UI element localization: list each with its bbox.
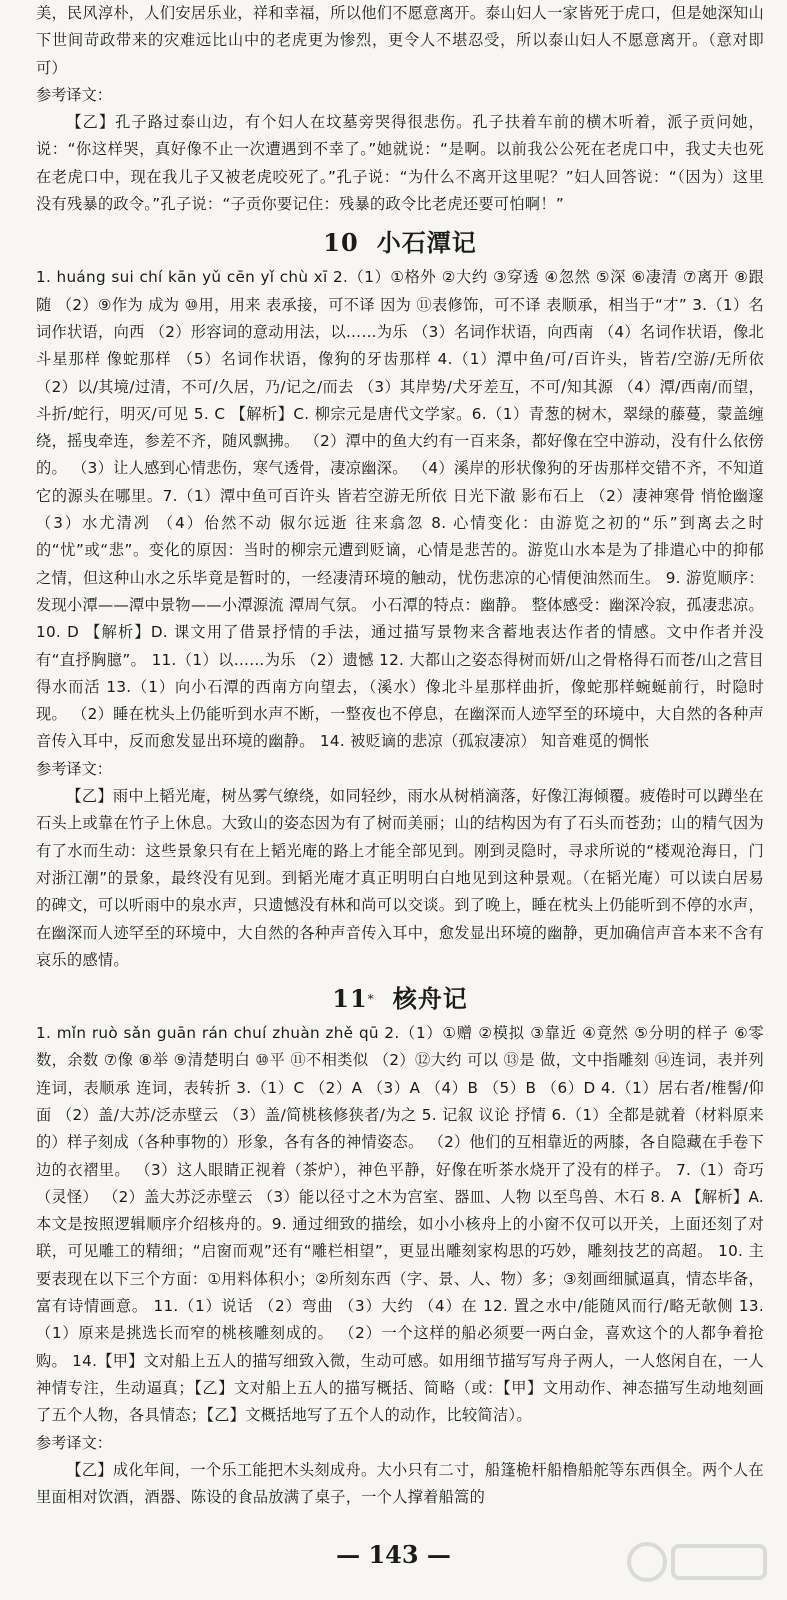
section-title [36, 980, 764, 1018]
translation-label: 参考译文： [36, 759, 112, 778]
page-content [36, 0, 764, 1540]
section-number: 11* [332, 984, 375, 1014]
watermark-logo [625, 1532, 775, 1592]
translation-label: 参考译文： [36, 1433, 112, 1452]
section-title [36, 224, 764, 262]
intro-paragraph: 美，民风淳朴，人们安居乐业，祥和幸福，所以他们不愿意离开。泰山妇人一家皆死于虎口，但是她深知山下世间苛政带来的灾难远比山中的老虎更为惨烈，更令人不堪忍受，所以泰山妇人不愿意离开。（意对即可） [36, 4, 764, 77]
section-name: 小石潭记 [376, 228, 477, 258]
section-name: 核舟记 [392, 984, 468, 1014]
optional-mark: * [367, 992, 375, 1007]
translation-paragraph: 【乙】成化年间，一个乐工能把木头刻成舟。大小只有二寸，船篷桅杆船橹船舵等东西俱全。两个人在里面相对饮酒，酒器、陈设的食品放满了桌子，一个人撑着船篙的 [36, 1460, 764, 1507]
section-number: 10 [323, 228, 359, 258]
translation-label: 参考译文： [36, 85, 112, 104]
answers-paragraph: 1. huáng sui chí kān yǔ cēn yǐ chù xī 2.（1）①格外 ②大约 ③穿透 ④忽然 ⑤深 ⑥凄清 ⑦离开 ⑧跟随 （2）⑨作为 成为 ⑩用，用来 表承接，可不译 因为 ⑪表修饰，可不译 表顺承，相当于“才” 3.（1）名词作状语，向西 （2）形容词的意动用法，以……为乐 （3）名词作状语，向西南 （4）名词作状语，像北斗星那样 像蛇那样 （5）名词作状语，像狗的牙齿那样 4.（1）潭中鱼/可/百许头，皆若/空游/无所依 （2）以/其境/过清，不可/久居，乃/记之/而去 （3）其岸势/犬牙差互，不可/知其源 （4）潭/西南/而望，斗折/蛇行，明灭/可见 5. C 【解析】C. 柳宗元是唐代文学家。6.（1）青葱的树木，翠绿的藤蔓，蒙盖缠绕，摇曳牵连，参差不齐，随风飘拂。 （2）潭中的鱼大约有一百来条，都好像在空中游动，没有什么依傍的。 （3）让人感到心情悲伤，寒气透骨，凄凉幽深。 （4）溪岸的形状像狗的牙齿那样交错不齐，不知道它的源头在哪里。7.（1）潭中鱼可百许头 皆若空游无所依 日光下澈 影布石上 （2）凄神寒骨 悄怆幽邃 （3）水尤清冽 （4）佁然不动 俶尔远逝 往来翕忽 8. 心情变化：由游览之初的“乐”到离去之时的“忧”或“悲”。变化的原因：当时的柳宗元遭到贬谪，心情是悲苦的。游览山水本是为了排遣心中的抑郁之情，但这种山水之乐毕竟是暂时的，一经凄清环境的触动，忧伤悲凉的心情便油然而生。 9. 游览顺序：发现小潭——潭中景物——小潭源流 潭周气氛。 小石潭的特点：幽静。 整体感受：幽深冷寂，孤凄悲凉。 10. D 【解析】D. 课文用了借景抒情的手法，通过描写景物来含蓄地表达作者的情感。文中作者并没有“直抒胸臆”。 11.（1）以……为乐 （2）遗憾 12. 大都山之姿态得树而妍/山之骨格得石而苍/山之营目得水而活 13.（1）向小石潭的西南方向望去，（溪水）像北斗星那样曲折，像蛇那样蜿蜒前行，时隐时现。 （2）睡在枕头上仍能听到水声不断，一整夜也不停息，在幽深而人迹罕至的环境中，大自然的各种声音传入耳中，反而愈发显出环境的幽静。 14. 被贬谪的悲凉（孤寂凄凉） 知音难觅的惆怅 [36, 268, 764, 751]
page-number: — 143 — [336, 1540, 451, 1569]
translation-paragraph: 【乙】雨中上韬光庵，树丛雾气缭绕，如同轻纱，雨水从树梢滴落，好像江海倾覆。疲倦时可以蹲坐在石头上或靠在竹子上休息。大致山的姿态因为有了树而美丽；山的结构因为有了石头而苍劲；山的精气因为有了水而生动：这些景象只有在上韬光庵的路上才能全部见到。刚到灵隐时，寻求所说的“楼观沧海日，门对浙江潮”的景象，最终没有见到。到韬光庵才真正明明白白地见到这种景观。（在韬光庵）可以读白居易的碑文，可以听雨中的泉水声，只遗憾没有林和尚可以交谈。到了晚上，睡在枕头上仍能听到不停的水声，在幽深而人迹罕至的环境中，大自然的各种声音传入耳中，愈发显出环境的幽静，更加确信声音本来不含有哀乐的感情。 [36, 787, 764, 969]
answers-paragraph: 1. mǐn ruò sǎn guān rán chuí zhuàn zhě qū 2.（1）①赠 ②模拟 ③靠近 ④竟然 ⑤分明的样子 ⑥零数，余数 ⑦像 ⑧举 ⑨清楚明白 ⑩平 ⑪不相类似 （2）⑫大约 可以 ⑬是 做，文中指雕刻 ⑭连词，表并列 连词，表顺承 连词，表转折 3.（1）C （2）A （3）A （4）B （5）B （6）D 4.（1）居右者/椎髻/仰面 （2）盖/大苏/泛赤壁云 （3）盖/简桃核修狭者/为之 5. 记叙 议论 抒情 6.（1）全都是就着（材料原来的）样子刻成（各种事物的）形象，各有各的神情姿态。 （2）他们的互相靠近的两膝，各自隐藏在手卷下边的衣褶里。 （3）这人眼睛正视着（茶炉），神色平静，好像在听茶水烧开了没有的样子。 7.（1）奇巧（灵怪） （2）盖大苏泛赤壁云 （3）能以径寸之木为宫室、器皿、人物 以至鸟兽、木石 8. A 【解析】A. 本文是按照逻辑顺序介绍核舟的。9. 通过细致的描绘，如小小核舟上的小窗不仅可以开关，上面还刻了对联，可见雕工的精细；“启窗而观”还有“雕栏相望”，更显出雕刻家构思的巧妙，雕刻技艺的高超。 10. 主要表现在以下三个方面：①用料体积小；②所刻东西（字、景、人、物）多；③刻画细腻逼真，情态毕备，富有诗情画意。 11.（1）说话 （2）弯曲 （3）大约 （4）在 12. 置之水中/能随风而行/略无欹侧 13.（1）原来是挑选长而窄的桃核雕刻成的。 （2）一个这样的船必须要一两白金，喜欢这个的人都争着抢购。 14.【甲】文对船上五人的描写细致入微，生动可感。如用细节描写写舟子两人，一人悠闲自在，一人神情专注，生动逼真；【乙】文对船上五人的描写概括、简略（或：【甲】文用动作、神态描写生动地刻画了五个人物，各具情态；【乙】文概括地写了五个人的动作，比较简洁）。 [36, 1024, 764, 1425]
translation-paragraph: 【乙】孔子路过泰山边，有个妇人在坟墓旁哭得很悲伤。孔子扶着车前的横木听着，派子贡问她，说：“你这样哭，真好像不止一次遭遇到不幸了。”她就说：“是啊。以前我公公死在老虎口中，我丈夫也死在老虎口中，现在我儿子又被老虎咬死了。”孔子说：“为什么不离开这里呢？”妇人回答说：“（因为）这里没有残暴的政令。”孔子说：“子贡你要记住：残暴的政令比老虎还要可怕啊！” [36, 113, 764, 214]
